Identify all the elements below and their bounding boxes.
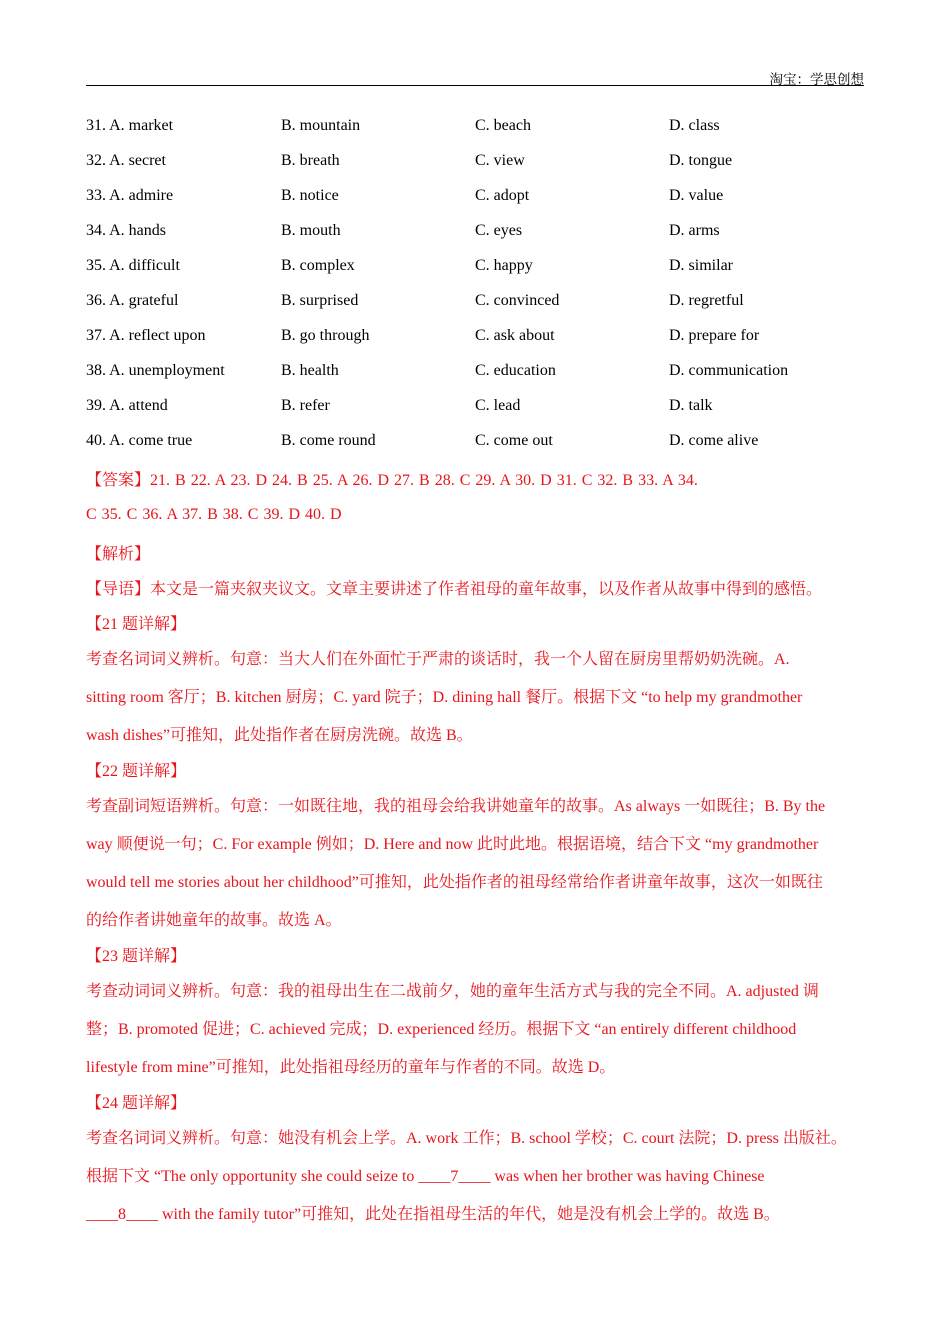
answer-keys-1: 21. B 22. A 23. D 24. B 25. A 26. D 27. B 28. C 29. A 30. D 31. C 32. B 33. A 34.	[150, 472, 698, 489]
option-question: 31. A. market	[86, 117, 174, 134]
option-c: C. adopt	[475, 187, 530, 204]
option-c: C. view	[475, 152, 525, 169]
answer-label: 【答案】	[86, 472, 151, 489]
q23-line-1: 考查动词词义辨析。句意：我的祖母出生在二战前夕，她的童年生活方式与我的完全不同。A. adjusted 调	[86, 983, 819, 1000]
option-question: 40. A. come true	[86, 432, 193, 449]
option-row	[86, 222, 876, 257]
q24-title: 【24 题详解】	[86, 1095, 187, 1112]
option-c: C. come out	[475, 432, 553, 449]
option-question: 35. A. difficult	[86, 257, 180, 274]
q22-line-2: way 顺便说一句；C. For example 例如；D. Here and now 此时此地。根据语境，结合下文 “my grandmother	[86, 836, 819, 853]
option-row	[86, 152, 876, 187]
header-text: 淘宝：学思创想	[769, 72, 864, 87]
option-b: B. come round	[281, 432, 376, 449]
option-b: B. notice	[281, 187, 339, 204]
option-question: 37. A. reflect upon	[86, 327, 206, 344]
option-row	[86, 327, 876, 362]
q22-line-4: 的给作者讲她童年的故事。故选 A。	[86, 912, 342, 929]
option-c: C. happy	[475, 257, 533, 274]
option-c: C. ask about	[475, 327, 555, 344]
option-row	[86, 117, 876, 152]
answer-line-2: C 35. C 36. A 37. B 38. C 39. D 40. D	[86, 506, 342, 523]
option-row	[86, 257, 876, 292]
options-table	[86, 117, 876, 467]
option-b: B. refer	[281, 397, 330, 414]
q22-line-1: 考查副词短语辨析。句意：一如既往地，我的祖母会给我讲她童年的故事。As always 一如既往；B. By the	[86, 798, 826, 815]
option-d: D. class	[669, 117, 720, 134]
option-b: B. breath	[281, 152, 340, 169]
guide-label: 【导语】	[86, 581, 151, 598]
option-d: D. similar	[669, 257, 733, 274]
option-question: 38. A. unemployment	[86, 362, 225, 379]
q23-line-3: lifestyle from mine”可推知，此处指祖母经历的童年与作者的不同。故选 D。	[86, 1059, 616, 1076]
q22-title: 【22 题详解】	[86, 763, 187, 780]
answer-line-1	[86, 467, 698, 490]
option-b: B. complex	[281, 257, 355, 274]
option-row	[86, 397, 876, 432]
option-d: D. value	[669, 187, 724, 204]
option-d: D. regretful	[669, 292, 744, 309]
option-b: B. mouth	[281, 222, 341, 239]
q21-line-1: 考查名词词义辨析。句意：当大人们在外面忙于严肃的谈话时，我一个人留在厨房里帮奶奶洗碗。A.	[86, 651, 790, 668]
option-row	[86, 187, 876, 222]
option-question: 33. A. admire	[86, 187, 174, 204]
option-b: B. surprised	[281, 292, 359, 309]
option-c: C. education	[475, 362, 556, 379]
q22-line-3: would tell me stories about her childhood”可推知，此处指作者的祖母经常给作者讲童年故事，这次一如既往	[86, 874, 823, 891]
option-question: 36. A. grateful	[86, 292, 179, 309]
q21-title: 【21 题详解】	[86, 616, 187, 633]
option-question: 32. A. secret	[86, 152, 166, 169]
header-divider	[86, 85, 864, 86]
option-c: C. beach	[475, 117, 531, 134]
option-d: D. communication	[669, 362, 789, 379]
option-b: B. health	[281, 362, 339, 379]
option-c: C. convinced	[475, 292, 560, 309]
option-b: B. mountain	[281, 117, 361, 134]
option-d: D. arms	[669, 222, 720, 239]
option-d: D. come alive	[669, 432, 759, 449]
option-d: D. prepare for	[669, 327, 760, 344]
guide-line	[86, 576, 822, 599]
option-c: C. eyes	[475, 222, 523, 239]
option-d: D. talk	[669, 397, 713, 414]
q23-title: 【23 题详解】	[86, 948, 187, 965]
analysis-label: 【解析】	[86, 546, 151, 563]
option-d: D. tongue	[669, 152, 733, 169]
guide-text: 本文是一篇夹叙夹议文。文章主要讲述了作者祖母的童年故事，以及作者从故事中得到的感悟。	[150, 581, 823, 598]
option-row	[86, 432, 876, 467]
option-b: B. go through	[281, 327, 370, 344]
option-row	[86, 362, 876, 397]
option-question: 39. A. attend	[86, 397, 168, 414]
option-row	[86, 292, 876, 327]
q21-line-2: sitting room 客厅；B. kitchen 厨房；C. yard 院子；D. dining hall 餐厅。根据下文 “to help my grandmother	[86, 689, 803, 706]
option-question: 34. A. hands	[86, 222, 166, 239]
q24-line-1: 考查名词词义辨析。句意：她没有机会上学。A. work 工作；B. school 学校；C. court 法院；D. press 出版社。	[86, 1130, 847, 1147]
q21-line-3: wash dishes”可推知，此处指作者在厨房洗碗。故选 B。	[86, 727, 473, 744]
q24-line-2: 根据下文 “The only opportunity she could seize to ____7____ was when her brother was having Chinese	[86, 1168, 765, 1185]
q24-line-3: ____8____ with the family tutor”可推知，此处在指祖母生活的年代，她是没有机会上学的。故选 B。	[86, 1206, 780, 1223]
q23-line-2: 整；B. promoted 促进；C. achieved 完成；D. experienced 经历。根据下文 “an entirely different childhood	[86, 1021, 797, 1038]
option-c: C. lead	[475, 397, 521, 414]
